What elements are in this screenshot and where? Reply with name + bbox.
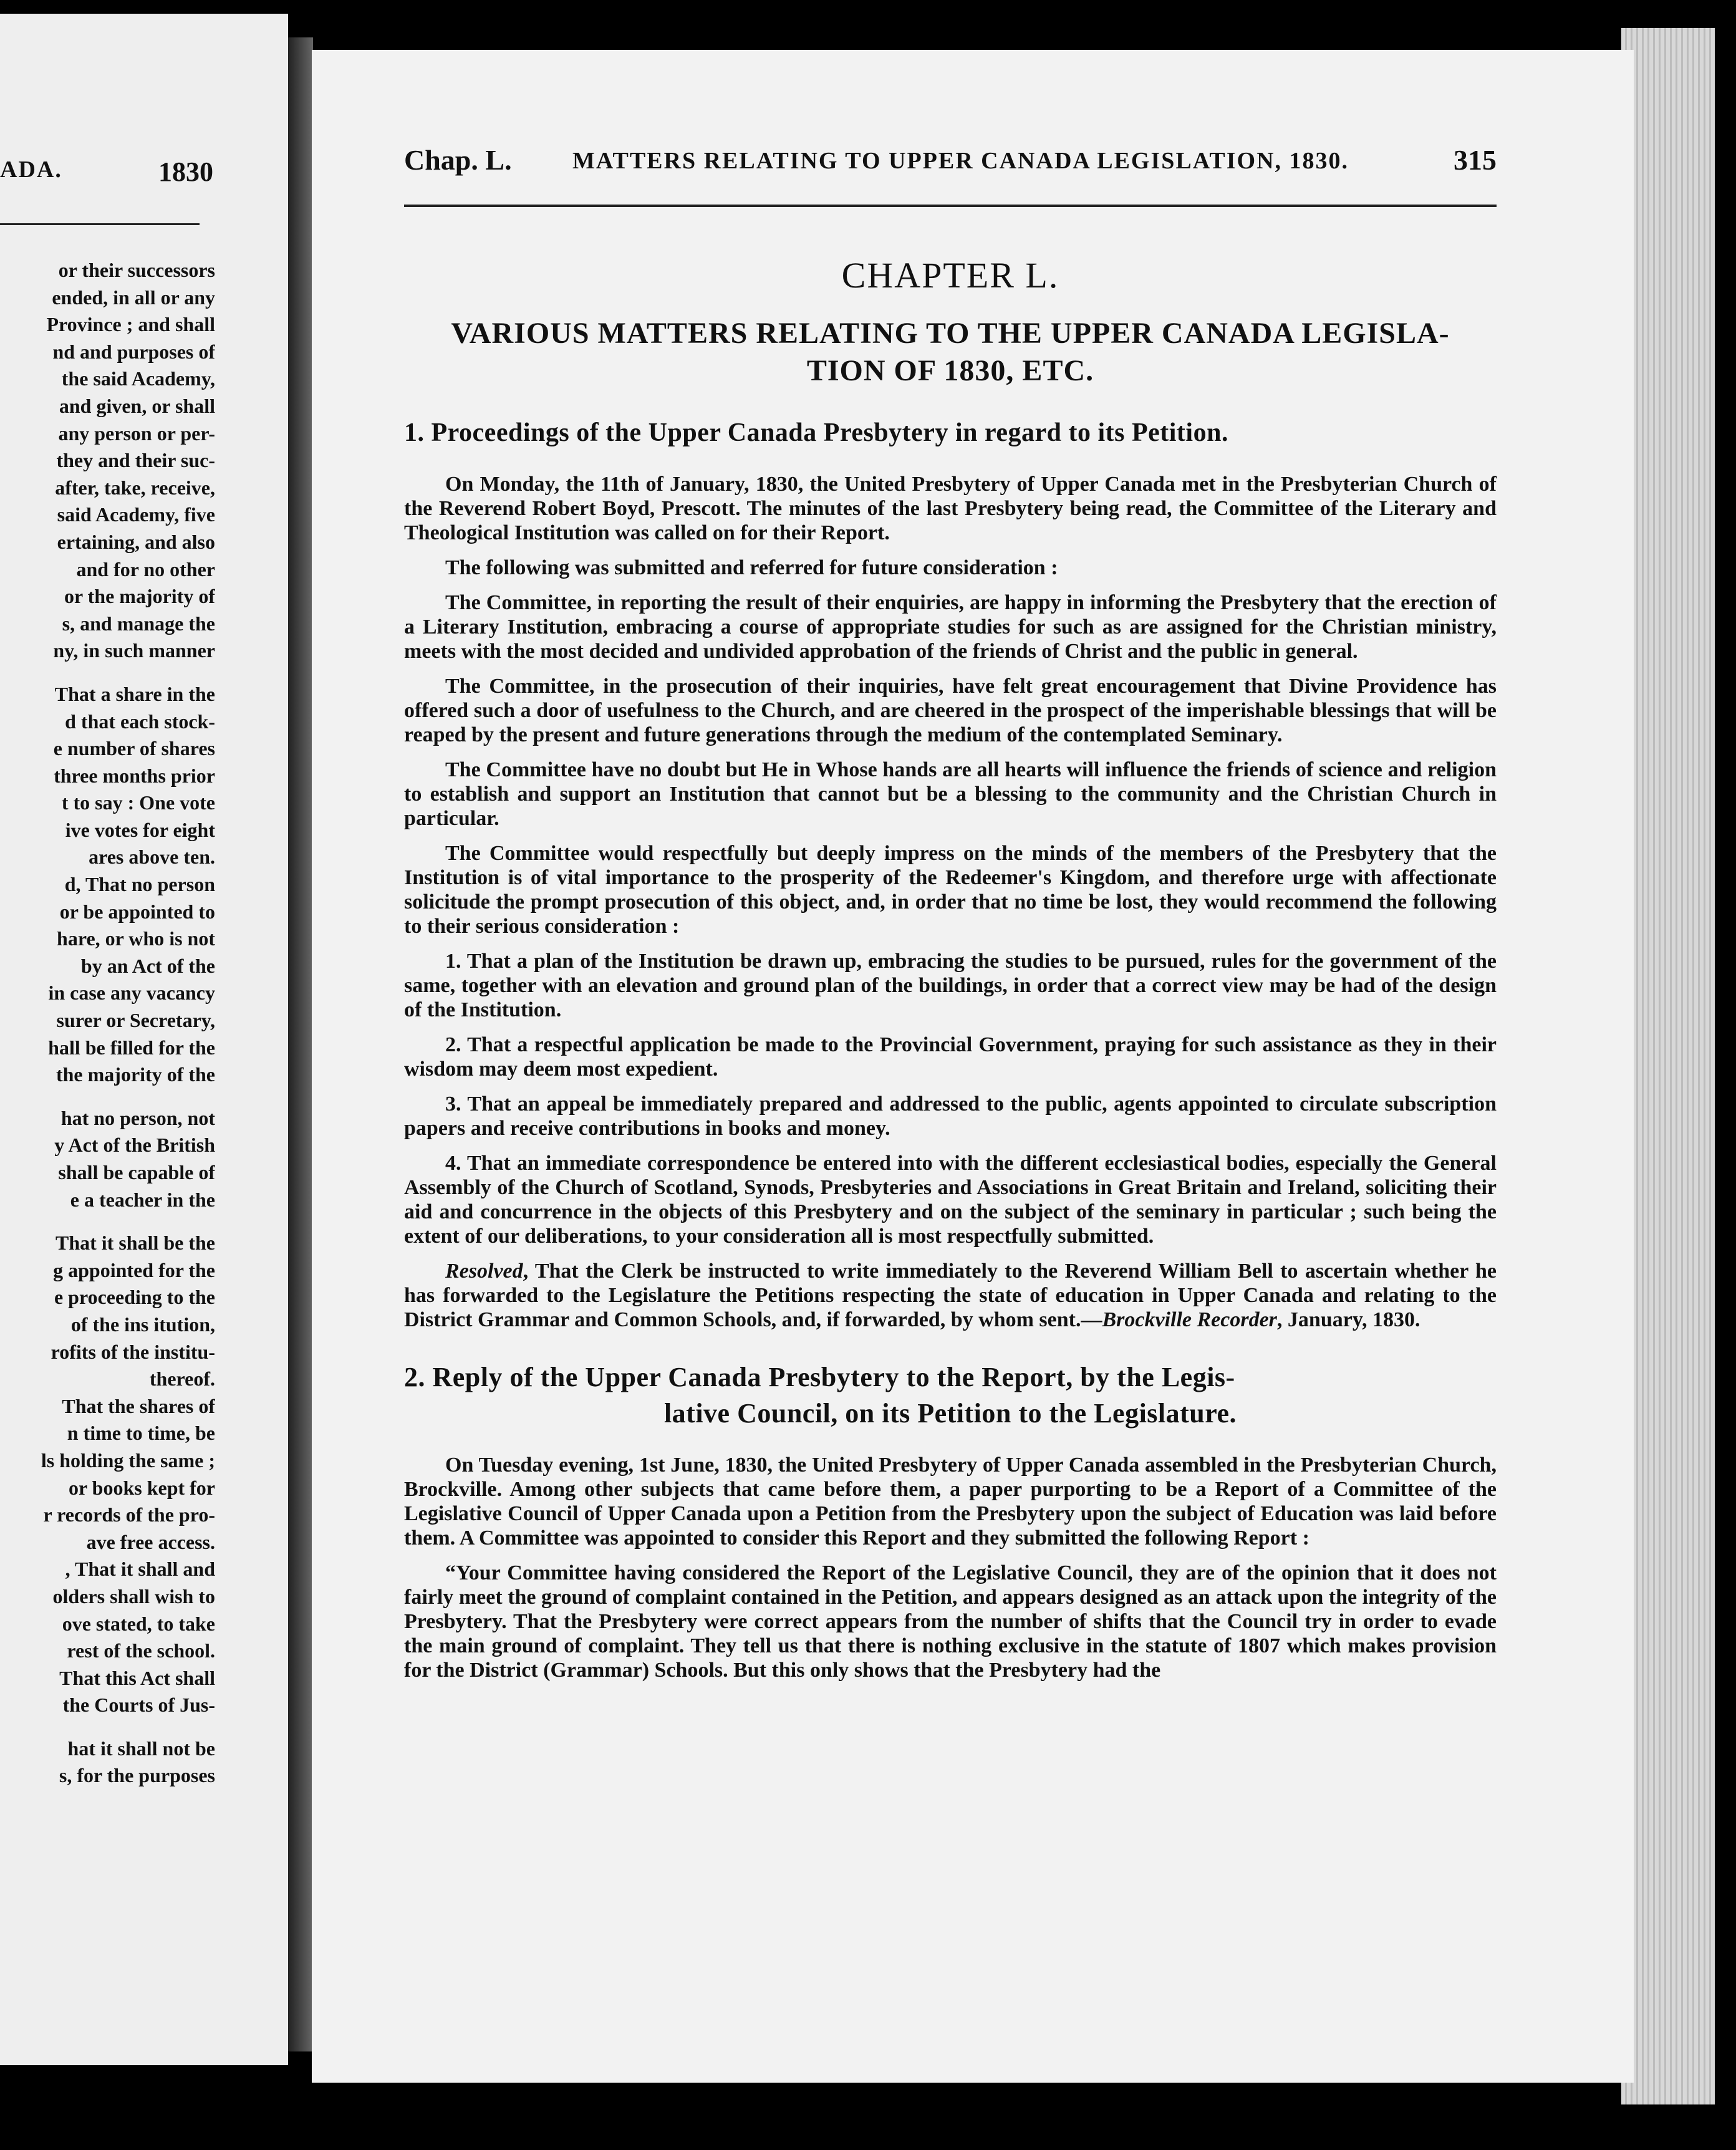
left-page-line: ave free access. <box>86 1530 215 1553</box>
line-gap <box>0 1719 215 1735</box>
book-spine <box>288 37 313 2051</box>
left-page-text <box>0 257 215 1790</box>
resolved-paragraph <box>404 1259 1497 1332</box>
left-page-header <box>0 156 288 193</box>
left-page-line: s, for the purposes <box>59 1764 215 1787</box>
left-page-line: ove stated, to take <box>62 1612 215 1635</box>
left-page-line: and for no other <box>76 557 215 581</box>
left-page-line: rofits of the institu- <box>51 1340 215 1363</box>
paragraph: “Your Committee having considered the Report of the Legislative Council, they are of the opinion that it does not fairly meet the ground of complaint contained in the Petition, and appears designed as an attack upon the integrity of the Presbytery. That the Presbytery were correct appears from the number of shifts that the Council try in order to evade the main ground of complaint. They tell us that there is nothing exclusive in the statute of 1807 which makes provision for the District (Grammar) Schools. But this only shows that the Presbytery had the <box>404 1561 1497 1682</box>
left-page-line: ares above ten. <box>89 846 215 869</box>
left-page-line: y Act of the British <box>54 1134 215 1157</box>
left-page-line: g appointed for the <box>53 1258 215 1281</box>
left-page-line: shall be capable of <box>58 1161 215 1183</box>
left-page-line: ive votes for eight <box>65 818 215 841</box>
section-1-heading: 1. Proceedings of the Upper Canada Presbytery in regard to its Petition. <box>404 418 1228 447</box>
left-page-line: n time to time, be <box>67 1422 215 1445</box>
left-page-line: after, take, receive, <box>55 476 215 499</box>
left-page-line: or be appointed to <box>59 900 215 923</box>
left-page-line: of the ins itution, <box>70 1313 215 1336</box>
section-2-heading <box>404 1359 1497 1432</box>
left-page-line: rest of the school. <box>67 1639 215 1662</box>
paragraph: 2. That a respectful application be made to the Provincial Government, praying for such assistance as they in their wisdom may deem most expedient. <box>404 1033 1497 1081</box>
left-page-line: any person or per- <box>58 422 215 445</box>
paragraph: 1. That a plan of the Institution be drawn up, embracing the studies to be pursued, rules for the government of the same, together with an elevation and ground plan of the buildings, in order that a correct view may be had of the design of the Institution. <box>404 950 1497 1021</box>
running-head <box>404 143 1497 186</box>
chapter-title: CHAPTER L. <box>841 255 1059 296</box>
paragraph: The following was submitted and referred for future consideration : <box>445 556 1058 579</box>
page-content <box>404 143 1497 1682</box>
paragraph: On Monday, the 11th of January, 1830, the United Presbytery of Upper Canada met in the Presbyterian Church of the Reverend Robert Boyd, Prescott. The minutes of the last Presbytery being read, the Committee of the Literary and Theological Institution was called on for their Report. <box>404 473 1497 544</box>
left-page-line: e a teacher in the <box>70 1188 215 1211</box>
chapter-subtitle-line-2: TION OF 1830, ETC. <box>806 354 1094 387</box>
left-header-year: 1830 <box>158 157 213 187</box>
left-page-line: they and their suc- <box>56 449 215 472</box>
paragraph: The Committee, in the prosecution of their inquiries, have felt great encouragement that Divine Providence has offered such a door of usefulness to the Church, and are cheered in the prospect of the imperishable blessings that will be reaped by the present and future generations through the medium of the contemplated Seminary. <box>404 675 1497 746</box>
section-2-heading-line-2: lative Council, on its Petition to the Legislature. <box>663 1398 1237 1429</box>
left-page-line: said Academy, five <box>57 503 215 526</box>
left-page-line: e proceeding to the <box>54 1286 215 1309</box>
paragraph: The Committee, in reporting the result of their enquiries, are happy in informing the Presbytery that the erection of a Literary Institution, embracing a course of appropriate studies for such as are assigned for the Christian ministry, meets with the most decided and undivided approbation of the friends of Christ and the public in general. <box>404 591 1497 663</box>
left-page-line: That a share in the <box>54 682 215 705</box>
source-date: , January, 1830. <box>1276 1308 1420 1331</box>
main-page <box>312 50 1634 2083</box>
left-page-line: surer or Secretary, <box>56 1009 215 1032</box>
left-page-line: t to say : One vote <box>61 791 215 814</box>
left-facing-page <box>0 14 288 2065</box>
left-page-line: hat no person, not <box>60 1106 215 1129</box>
left-page-line: ls holding the same ; <box>41 1449 215 1472</box>
page-edges <box>1621 28 1715 2104</box>
left-page-line: or their successors <box>58 259 215 281</box>
resolved-word: Resolved <box>445 1260 523 1283</box>
left-header-rule <box>0 223 200 225</box>
section-2-body <box>404 1453 1497 1682</box>
paragraph: 4. That an immediate correspondence be entered into with the different ecclesiastical bodies, especially the General Assembly of the Church of Scotland, Synods, Presbyteries and Associations in Great Britain and Ireland, soliciting their aid and concurrence in the objects of this Presbytery and on the subject of the seminary in particular ; such being the extent of our deliberations, to your consideration all is most respectfully submitted. <box>404 1152 1497 1248</box>
left-page-line: ended, in all or any <box>52 286 215 309</box>
left-page-line: s, and manage the <box>62 612 215 635</box>
left-page-line: three months prior <box>54 764 215 787</box>
left-page-line: the Courts of Jus- <box>62 1694 215 1717</box>
left-page-line: thereof. <box>149 1367 215 1391</box>
left-page-line: That the shares of <box>62 1394 215 1417</box>
left-page-line: nd and purposes of <box>52 340 215 363</box>
left-page-line: That it shall be the <box>55 1232 215 1255</box>
left-page-line: by an Act of the <box>80 954 215 977</box>
left-page-line: hall be filled for the <box>48 1036 215 1059</box>
section-1-body <box>404 472 1497 1332</box>
running-head-title: MATTERS RELATING TO UPPER CANADA LEGISLATION, 1830. <box>572 148 1349 174</box>
line-gap <box>0 1089 215 1105</box>
left-page-line: hat it shall not be <box>67 1737 215 1760</box>
left-page-line: the said Academy, <box>61 367 215 390</box>
paragraph: The Committee have no doubt but He in Whose hands are all hearts will influence the friends of science and religion to establish and support an Institution that cannot but be a blessing to the community and the Christian Church in particular. <box>404 758 1497 830</box>
source-citation: Brockville Recorder <box>1102 1308 1277 1331</box>
chapter-subtitle <box>404 315 1497 390</box>
line-gap <box>0 1213 215 1230</box>
paragraph: On Tuesday evening, 1st June, 1830, the United Presbytery of Upper Canada assembled in the Presbyterian Church, Brockville. Among other subjects that came before them, a paper purporting to be a Report of a Committee of the Legislative Council of Upper Canada upon a Petition from the Presbytery upon the subject of Education was laid before them. A Committee was appointed to consider this Report and they submitted the following Report : <box>404 1453 1497 1550</box>
left-page-line: d, That no person <box>64 873 215 896</box>
left-page-line: That this Act shall <box>59 1666 215 1689</box>
left-header-fragment: ADA. <box>0 157 62 183</box>
left-page-line: Province ; and shall <box>46 313 215 336</box>
left-page-line: e number of shares <box>53 737 215 760</box>
page-number: 315 <box>1454 144 1497 176</box>
left-page-line: r records of the pro- <box>43 1503 215 1526</box>
left-page-line: or the majority of <box>64 585 215 608</box>
left-page-line: d that each stock- <box>65 710 215 733</box>
left-page-line: , That it shall and <box>65 1558 215 1581</box>
left-page-line: and given, or shall <box>59 394 215 417</box>
paragraph: The Committee would respectfully but deeply impress on the minds of the members of the Presbytery that the Institution is of vital importance to the prosperity of the Redeemer's Kingdom, and therefore urge with affectionate solicitude the prompt prosecution of this object, and, in order that no time be lost, they would recommend the following to their serious consideration : <box>404 842 1497 938</box>
left-page-line: olders shall wish to <box>52 1584 215 1608</box>
line-gap <box>0 665 215 681</box>
left-page-line: ertaining, and also <box>57 530 215 553</box>
chapter-subtitle-line-1: VARIOUS MATTERS RELATING TO THE UPPER CANADA LEGISLA- <box>451 317 1450 350</box>
left-page-line: ny, in such manner <box>53 639 215 662</box>
section-2-heading-line-1: 2. Reply of the Upper Canada Presbytery to the Report, by the Legis- <box>404 1362 1235 1392</box>
left-page-line: the majority of the <box>55 1063 215 1086</box>
header-rule <box>404 205 1497 207</box>
paragraph: 3. That an appeal be immediately prepared and addressed to the public, agents appointed to circulate subscription papers and receive contributions in books and money. <box>404 1092 1497 1140</box>
resolved-text: , That the Clerk be instructed to write immediately to the Reverend William Bell to ascertain whether he has forwarded to the Legislature the Petitions respecting the state of education in Upper Canada and relating to the District Grammar and Common Schools, and, if forwarded, by whom sent.— <box>404 1260 1497 1331</box>
left-page-line: in case any vacancy <box>48 981 215 1005</box>
left-page-line: hare, or who is not <box>57 927 215 950</box>
running-head-chapter: Chap. L. <box>404 144 512 176</box>
left-page-line: or books kept for <box>69 1476 215 1499</box>
